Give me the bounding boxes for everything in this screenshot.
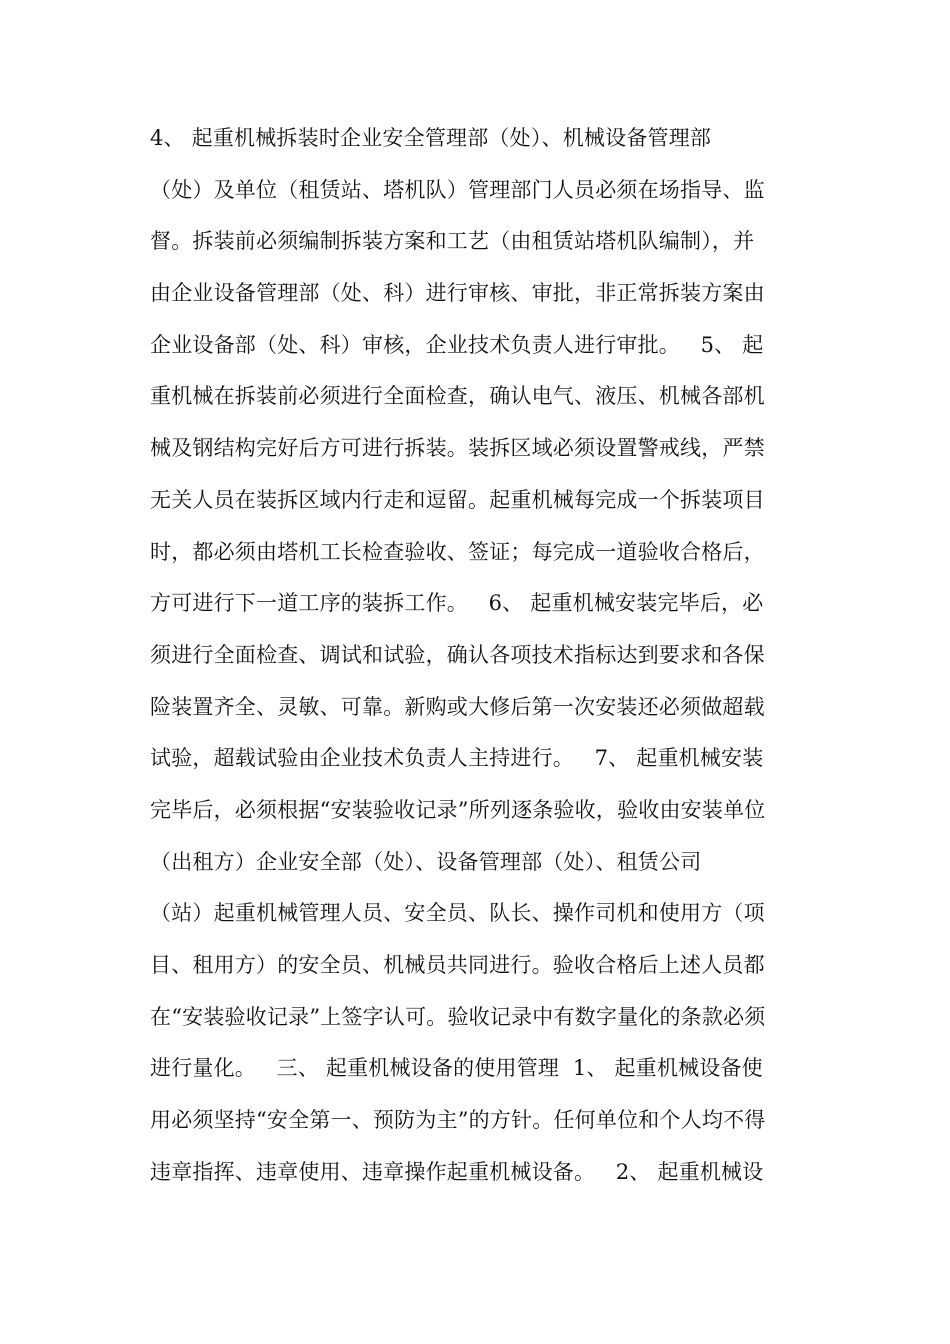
text-line: 用必须坚持“安全第一、预防为主”的方针。任何单位和个人均不得 [150,1108,766,1133]
text-line: 完毕后，必须根据“安装验收记录”所列逐条验收，验收由安装单位 [150,797,766,822]
text-line: 重机械在拆装前必须进行全面检查，确认电气、液压、机械各部机 [150,384,765,409]
text-line: 目、租用方）的安全员、机械员共同进行。验收合格后上述人员都 [150,953,765,977]
text-line: 方可进行下一道工序的装拆工作。 6、 起重机械安装完毕后，必 [150,591,764,616]
body-text [150,113,810,1198]
text-line: 试验，超载试验由企业技术负责人主持进行。 7、 起重机械安装 [150,746,764,771]
text-line: 进行量化。 三、 起重机械设备的使用管理 1、 起重机械设备使 [150,1056,763,1081]
text-line: 由企业设备管理部（处、科）进行审核、审批，非正常拆装方案由 [150,281,765,306]
text-line: 企业设备部（处、科）审核，企业技术负责人进行审批。 5、 起 [150,332,764,357]
text-line: 险装置齐全、灵敏、可靠。新购或大修后第一次安装还必须做超载 [150,694,765,719]
text-line: 督。拆装前必须编制拆装方案和工艺（由租赁站塔机队编制），并 [150,229,755,254]
text-line: （出租方）企业安全部（处）、设备管理部（处）、租赁公司 [150,849,702,874]
text-line: 在“安装验收记录”上签字认可。验收记录中有数字量化的条款必须 [150,1004,766,1029]
text-line: 须进行全面检查、调试和试验，确认各项技术指标达到要求和各保 [150,642,765,667]
text-line: 违章指挥、违章使用、违章操作起重机械设备。 2、 起重机械设 [150,1159,764,1184]
text-line: 械及钢结构完好后方可进行拆装。装拆区域必须设置警戒线，严禁 [150,436,765,461]
text-line: 无关人员在装拆区域内行走和逗留。起重机械每完成一个拆装项目 [150,487,765,512]
text-line: 时，都必须由塔机工长检查验收、签证；每完成一道验收合格后， [150,539,765,564]
text-line: （处）及单位（租赁站、塔机队）管理部门人员必须在场指导、监 [150,177,765,202]
text-line: （站）起重机械管理人员、安全员、队长、操作司机和使用方（项 [150,901,765,926]
text-line: 4、 起重机械拆装时企业安全管理部（处）、机械设备管理部 [150,126,712,150]
